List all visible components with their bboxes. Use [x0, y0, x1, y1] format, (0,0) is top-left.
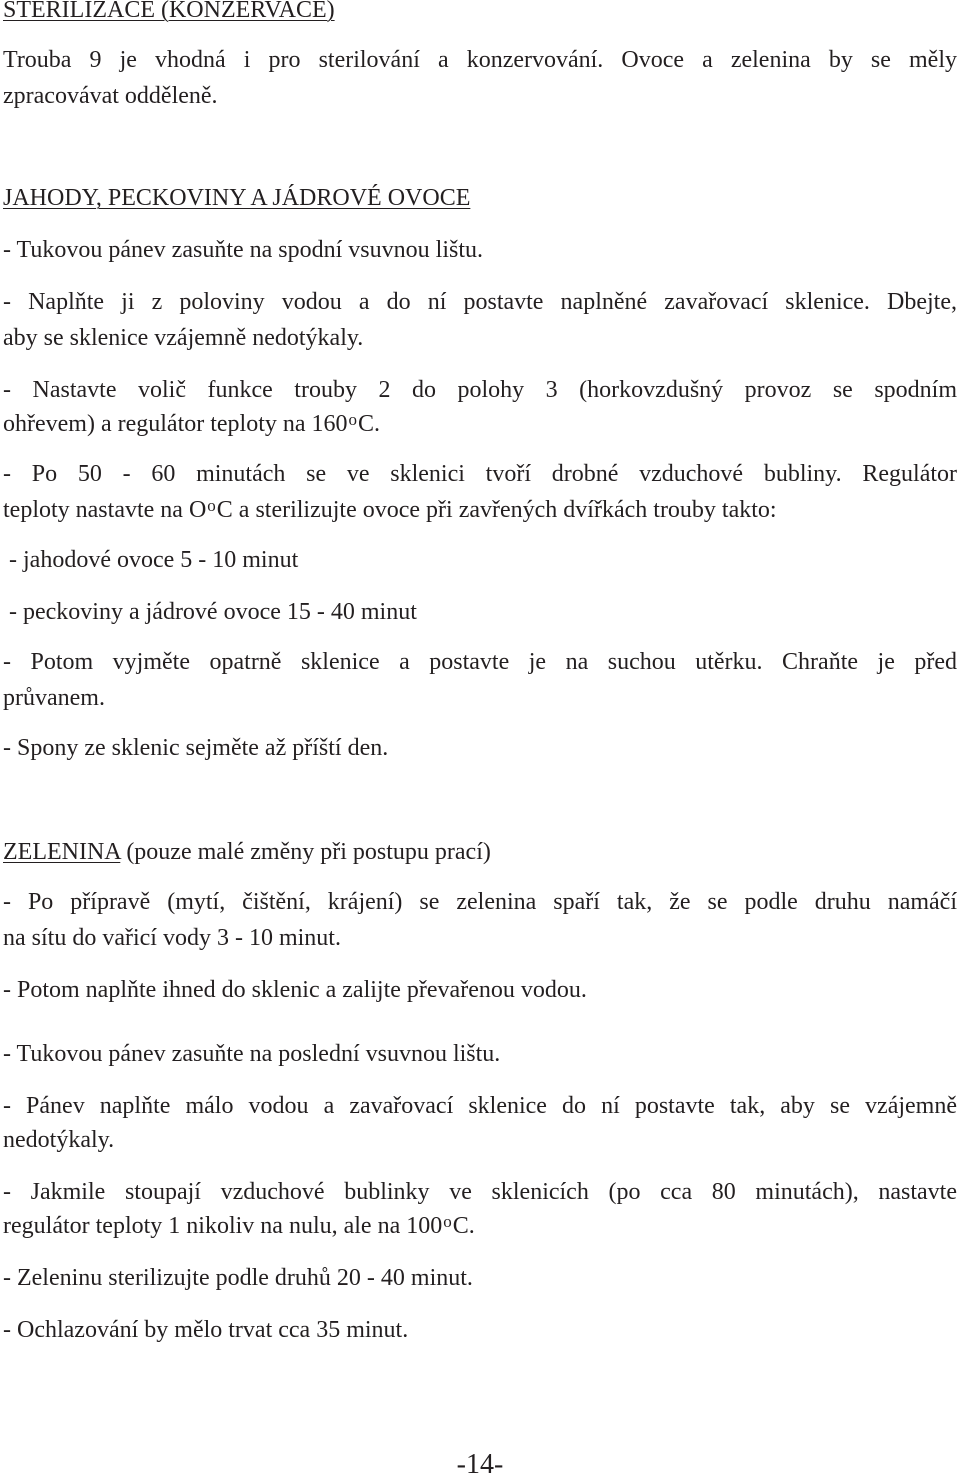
vegetable-heading: ZELENINA (pouze malé změny při postupu prací) — [3, 839, 491, 865]
fruit-heading: JAHODY, PECKOVINY A JÁDROVÉ OVOCE — [3, 185, 471, 211]
main-heading: STERILIZACE (KONZERVACE) — [3, 0, 335, 23]
fruit-step-6: - Spony ze sklenic sejměte až příští den. — [3, 735, 389, 761]
fruit-step-2-line-2: aby se sklenice vzájemně nedotýkaly. — [3, 325, 364, 351]
veg-step-4-line-1: - Pánev naplňte málo vodou a zavařovací sklenice do ní postavte tak, aby se vzájemně — [3, 1093, 957, 1119]
fruit-step-4-line-2: teploty nastavte na $O^oC$ a sterilizujte ovoce při zavřených dvířkách trouby takto: — [3, 496, 777, 523]
fruit-step-5-line-2: průvanem. — [3, 685, 105, 711]
fruit-step-1: - Tukovou pánev zasuňte na spodní vsuvnou lištu. — [3, 237, 483, 263]
veg-step-5-line-2: regulátor teploty 1 nikoliv na nulu, ale na 100$^o$C. — [3, 1212, 475, 1239]
fruit-step-3-line-2: ohřevem) a regulátor teploty na 160$^o$C. — [3, 410, 381, 437]
degree-symbol: o — [207, 496, 216, 515]
veg-step-3: - Tukovou pánev zasuňte na poslední vsuvnou lištu. — [3, 1041, 501, 1067]
fruit-step-4-line-1: - Po 50 - 60 minutách se ve sklenici tvoří drobné vzduchové bubliny. Regulátor — [3, 461, 957, 487]
fruit-step-5-line-1: - Potom vyjměte opatrně sklenice a postavte je na suchou utěrku. Chraňte je před — [3, 649, 957, 675]
degree-symbol: o — [348, 410, 358, 429]
intro-line-1: Trouba 9 je vhodná i pro sterilování a konzervování. Ovoce a zelenina by se měly — [3, 47, 957, 73]
veg-step-2: - Potom naplňte ihned do sklenic a zalijte převařenou vodou. — [3, 977, 587, 1003]
veg-step-4-line-2: nedotýkaly. — [3, 1127, 115, 1153]
fruit-step-2-line-1: - Naplňte ji z poloviny vodou a do ní postavte naplněné zavařovací sklenice. Dbejte, — [3, 289, 957, 315]
veg-step-7: - Ochlazování by mělo trvat cca 35 minut. — [3, 1317, 409, 1343]
veg-step-1-line-1: - Po přípravě (mytí, čištění, krájení) se zelenina spaří tak, že se podle druhu namáčí — [3, 889, 957, 915]
time-stone-fruit: - peckoviny a jádrové ovoce 15 - 40 minut — [9, 599, 417, 625]
degree-symbol: o — [443, 1212, 452, 1231]
veg-step-1-line-2: na sítu do vařicí vody 3 - 10 minut. — [3, 925, 341, 951]
fruit-step-3-line-1: - Nastavte volič funkce trouby 2 do polohy 3 (horkovzdušný provoz se spodním — [3, 377, 957, 403]
intro-line-2: zpracovávat odděleně. — [3, 83, 218, 109]
veg-step-5-line-1: - Jakmile stoupají vzduchové bublinky ve sklenicích (po cca 80 minutách), nastavte — [3, 1179, 957, 1205]
page-number: -14- — [456, 1449, 504, 1480]
veg-step-6: - Zeleninu sterilizujte podle druhů 20 - 40 minut. — [3, 1265, 473, 1291]
time-strawberry: - jahodové ovoce 5 - 10 minut — [9, 547, 299, 573]
